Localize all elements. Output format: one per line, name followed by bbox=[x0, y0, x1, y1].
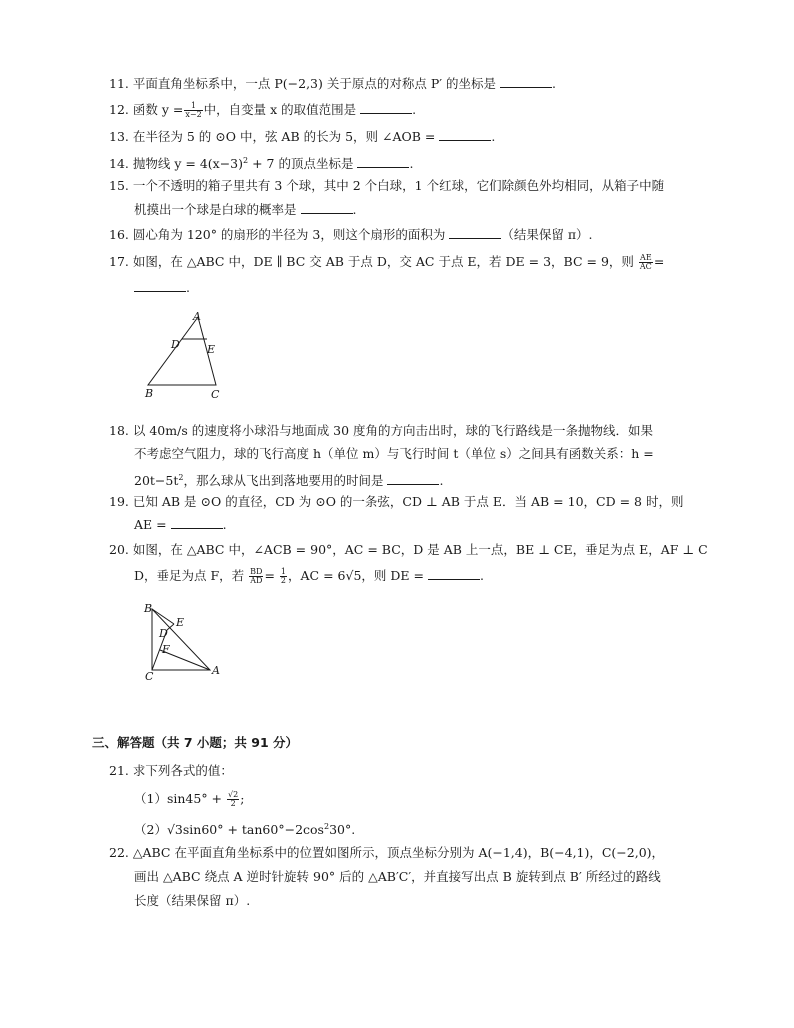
answer-blank[interactable] bbox=[500, 75, 552, 88]
question-13: 13. 在半径为 5 的 ⊙O 中，弦 AB 的长为 5，则 ∠AOB = . bbox=[109, 129, 496, 144]
answer-blank[interactable] bbox=[387, 472, 439, 485]
label-b: B bbox=[144, 602, 153, 615]
question-14: 14. 抛物线 $y = 4(x-3)^2 + 7$ 的顶点坐标是 . bbox=[109, 156, 414, 172]
question-19-line-2: AE = . bbox=[134, 517, 227, 532]
figure-17-triangle bbox=[138, 308, 228, 403]
answer-blank[interactable] bbox=[357, 155, 409, 168]
segment-be bbox=[152, 609, 174, 624]
fraction: $\frac{1}{2}$ bbox=[280, 567, 287, 585]
question-22-line-1: 22. △ABC 在平面直角坐标系中的位置如图所示，顶点坐标分别为 A(−1,4)，B(−4,1)，C(−2,0)， bbox=[109, 845, 665, 860]
question-21-part-1: （1）sin45° + $\frac{√2}{2}$ ; bbox=[134, 790, 245, 808]
section-heading: 三、解答题（共 7 小题；共 91 分） bbox=[92, 735, 299, 750]
label-d: D bbox=[159, 627, 168, 640]
question-21: 21. 求下列各式的值： bbox=[109, 763, 233, 778]
answer-blank[interactable] bbox=[301, 201, 353, 214]
question-11: 11. 平面直角坐标系中，一点 P(−2,3) 关于原点的对称点 P′ 的坐标是 . bbox=[109, 76, 557, 91]
answer-blank[interactable] bbox=[439, 128, 491, 141]
answer-blank[interactable] bbox=[171, 516, 223, 529]
question-20-line-1: 20. 如图，在 △ABC 中，∠ACB = 90°，AC = BC，D 是 AB 上一点，BE ⊥ CE，垂足为点 E，AF ⊥ C bbox=[109, 542, 708, 557]
question-15-line-2: 机摸出一个球是白球的概率是 . bbox=[134, 202, 357, 217]
question-22-line-3: 长度（结果保留 π）. bbox=[134, 893, 251, 908]
question-16: 16. 圆心角为 120° 的扇形的半径为 3，则这个扇形的面积为 （结果保留 π）. bbox=[109, 227, 593, 242]
fraction: $\frac{AE}{AC}$ bbox=[639, 253, 652, 271]
answer-blank[interactable] bbox=[360, 101, 412, 114]
question-18-line-1: 18. 以 40m/s 的速度将小球沿与地面成 30 度角的方向击出时，球的飞行路线是一条抛物线．如果 bbox=[109, 423, 654, 438]
label-c: C bbox=[145, 670, 154, 683]
question-15-line-1: 15. 一个不透明的箱子里共有 3 个球，其中 2 个白球，1 个红球，它们除颜色外均相同，从箱子中随 bbox=[109, 178, 665, 193]
question-22-line-2: 画出 △ABC 绕点 A 逆时针旋转 90° 后的 △AB′C′，并直接写出点 B 旋转到点 B′ 所经过的路线 bbox=[134, 869, 661, 884]
fraction: $\frac{BD}{AD}$ bbox=[250, 567, 263, 585]
label-b: B bbox=[145, 387, 154, 400]
question-12: 12. 函数 y = $\frac{1}{x-2}$ 中，自变量 x 的取值范围是 . bbox=[109, 101, 417, 119]
label-a: A bbox=[212, 664, 220, 677]
label-d: D bbox=[171, 338, 180, 351]
question-20-line-2: D，垂足为点 F，若 $\frac{BD}{AD}$ = $\frac{1}{2}$ ，AC = 6√5，则 DE = . bbox=[134, 567, 484, 585]
fraction: $\frac{1}{x-2}$ bbox=[185, 101, 202, 119]
fraction: $\frac{√2}{2}$ bbox=[228, 790, 239, 808]
answer-blank[interactable] bbox=[449, 226, 501, 239]
label-e: E bbox=[176, 616, 185, 629]
question-17-line-2: . bbox=[134, 279, 190, 297]
question-18-line-2: 不考虑空气阻力，球的飞行高度 h（单位 m）与飞行时间 t（单位 s）之间具有函数关系：h = bbox=[134, 446, 654, 461]
figure-20-triangle bbox=[140, 600, 230, 685]
question-19-line-1: 19. 已知 AB 是 ⊙O 的直径，CD 为 ⊙O 的一条弦，CD ⊥ AB 于点 E．当 AB = 10，CD = 8 时，则 bbox=[109, 494, 684, 509]
answer-blank[interactable] bbox=[428, 567, 480, 580]
answer-blank[interactable] bbox=[134, 279, 186, 292]
question-18-line-3: $20t-5t^2$，那么球从飞出到落地要用的时间是 . bbox=[134, 473, 444, 489]
label-c: C bbox=[211, 388, 220, 401]
label-a: A bbox=[193, 310, 201, 323]
question-17-line-1: 17. 如图，在 △ABC 中，DE ∥ BC 交 AB 于点 D，交 AC 于点 E，若 DE = 3，BC = 9，则 $\frac{AE}{AC}$ = bbox=[109, 253, 665, 271]
label-e: E bbox=[207, 343, 216, 356]
label-f: F bbox=[162, 643, 170, 656]
question-21-part-2: $(2)√3\sin 60^\circ + \tan 60^\circ-2\cos^230^\circ$. bbox=[134, 822, 356, 838]
triangle-abc bbox=[148, 317, 216, 385]
